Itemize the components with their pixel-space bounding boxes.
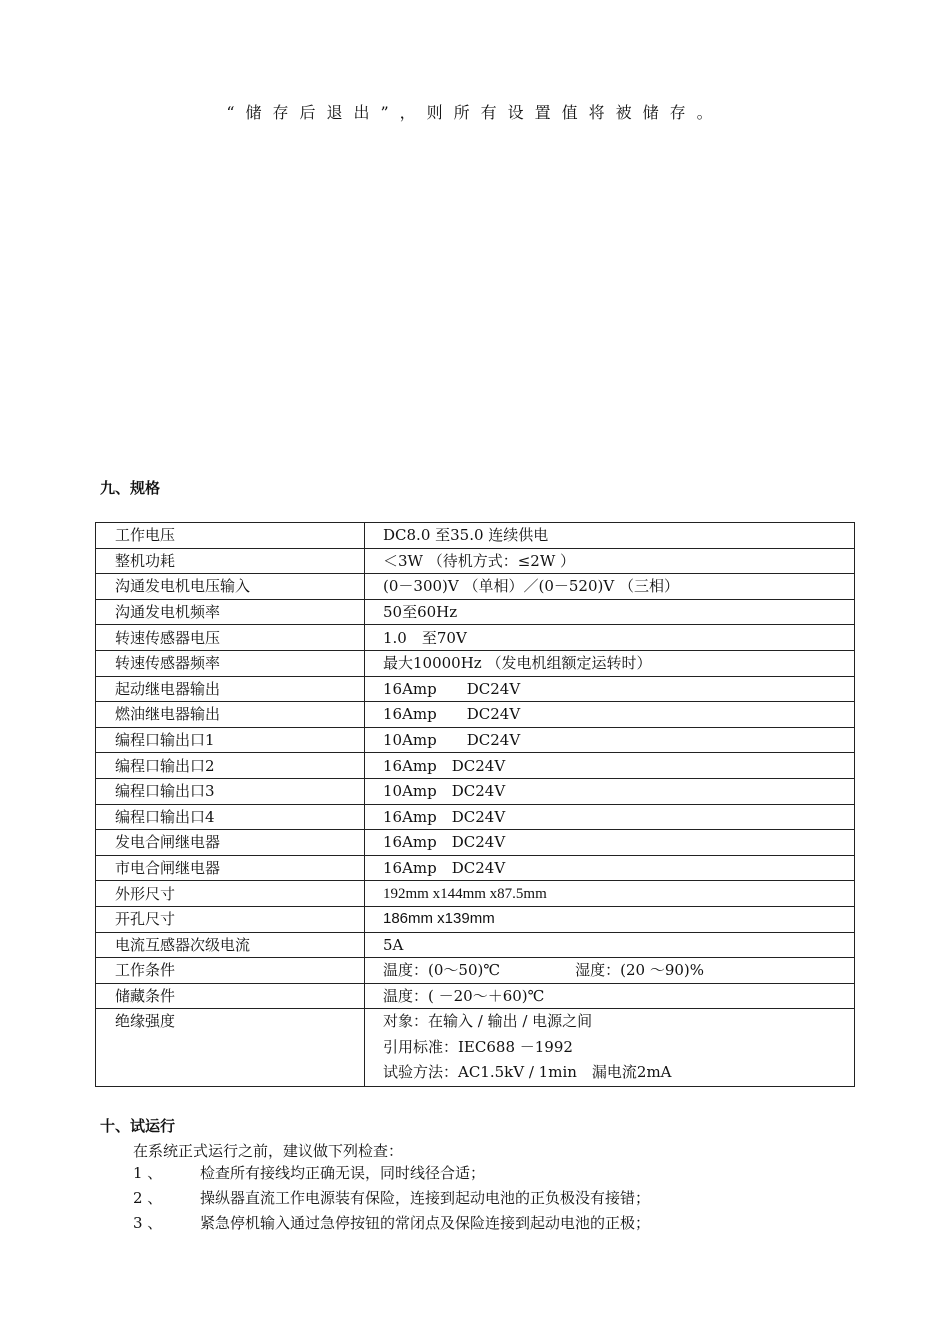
- spec-value: 10Amp DC24V: [365, 778, 855, 804]
- spec-value: 最大10000Hz （发电机组额定运转时）: [365, 650, 855, 676]
- spec-label: 编程口输出口2: [96, 753, 365, 779]
- table-row: [96, 702, 855, 728]
- section-10-intro: 在系统正式运行之前，建议做下列检查：: [133, 1142, 404, 1160]
- list-item: [133, 1188, 650, 1213]
- table-row: [96, 881, 855, 907]
- spec-label: 起动继电器输出: [96, 676, 365, 702]
- table-row: [96, 574, 855, 600]
- spec-value: 温度：(0～50)℃ 湿度：(20 ～90)%: [365, 958, 855, 984]
- table-row: [96, 753, 855, 779]
- spec-value: 50至60Hz: [365, 599, 855, 625]
- table-row: [96, 804, 855, 830]
- spec-label: 燃油继电器输出: [96, 702, 365, 728]
- spec-label: 外形尺寸: [96, 881, 365, 907]
- table-row: [96, 906, 855, 932]
- spec-label: 沟通发电机频率: [96, 599, 365, 625]
- table-row: [96, 932, 855, 958]
- table-row: [96, 523, 855, 549]
- spec-value: 5A: [365, 932, 855, 958]
- spec-value: (0－300)V （单相）／(0－520)V （三相）: [365, 574, 855, 600]
- spec-value: 16Amp DC24V: [365, 855, 855, 881]
- spec-value: 16Amp DC24V: [365, 676, 855, 702]
- spec-value: 186mm x139mm: [365, 906, 855, 932]
- item-number: 1 、: [133, 1164, 163, 1182]
- spec-label: 发电合闸继电器: [96, 830, 365, 856]
- table-row: [96, 1009, 855, 1087]
- table-row: [96, 830, 855, 856]
- intro-line: “储存后退出”，则所有设置值将被储存。: [226, 103, 724, 122]
- spec-value: DC8.0 至35.0 连续供电: [365, 523, 855, 549]
- insulation-line: 对象：在输入 / 输出 / 电源之间: [383, 1012, 593, 1031]
- spec-label: 沟通发电机电压输入: [96, 574, 365, 600]
- spec-label: 储藏条件: [96, 983, 365, 1009]
- spec-value: 192mm x144mm x87.5mm: [365, 881, 855, 907]
- table-row: [96, 625, 855, 651]
- table-row: [96, 650, 855, 676]
- spec-value: 16Amp DC24V: [365, 753, 855, 779]
- spec-label: 市电合闸继电器: [96, 855, 365, 881]
- item-number: 2 、: [133, 1189, 163, 1207]
- table-row: [96, 676, 855, 702]
- checklist: [133, 1163, 650, 1238]
- spec-value: 16Amp DC24V: [365, 702, 855, 728]
- table-row: [96, 599, 855, 625]
- spec-label: 整机功耗: [96, 548, 365, 574]
- spec-label: 电流互感器次级电流: [96, 932, 365, 958]
- section-10-heading: 十、试运行: [100, 1117, 176, 1135]
- section-9-heading: 九、规格: [100, 479, 161, 497]
- spec-table: [95, 522, 855, 1087]
- spec-label: 编程口输出口3: [96, 778, 365, 804]
- spec-label: 转速传感器频率: [96, 650, 365, 676]
- spec-label: 工作条件: [96, 958, 365, 984]
- item-number: 3 、: [133, 1214, 163, 1232]
- insulation-value: [365, 1009, 855, 1087]
- item-text: 操纵器直流工作电源装有保险，连接到起动电池的正负极没有接错；: [200, 1189, 651, 1207]
- insulation-line: 引用标准：IEC688 －1992: [383, 1037, 573, 1056]
- table-row: [96, 778, 855, 804]
- spec-label: 编程口输出口1: [96, 727, 365, 753]
- item-text: 检查所有接线均正确无误，同时线径合适；: [200, 1164, 486, 1182]
- spec-label: 绝缘强度: [96, 1009, 365, 1087]
- table-row: [96, 958, 855, 984]
- table-row: [96, 548, 855, 574]
- list-item: [133, 1213, 650, 1238]
- table-row: [96, 855, 855, 881]
- table-row: [96, 727, 855, 753]
- list-item: [133, 1163, 650, 1188]
- insulation-line: 试验方法：AC1.5kV / 1min 漏电流2mA: [383, 1063, 672, 1082]
- spec-value: 10Amp DC24V: [365, 727, 855, 753]
- spec-value: 温度：( －20～＋60)℃: [365, 983, 855, 1009]
- spec-value: ＜3W （待机方式：≤2W ）: [365, 548, 855, 574]
- spec-value: 1.0 至70V: [365, 625, 855, 651]
- spec-label: 编程口输出口4: [96, 804, 365, 830]
- table-row: [96, 983, 855, 1009]
- spec-label: 工作电压: [96, 523, 365, 549]
- item-text: 紧急停机输入通过急停按钮的常闭点及保险连接到起动电池的正极；: [200, 1214, 651, 1232]
- spec-value: 16Amp DC24V: [365, 804, 855, 830]
- spec-value: 16Amp DC24V: [365, 830, 855, 856]
- spec-label: 转速传感器电压: [96, 625, 365, 651]
- spec-label: 开孔尺寸: [96, 906, 365, 932]
